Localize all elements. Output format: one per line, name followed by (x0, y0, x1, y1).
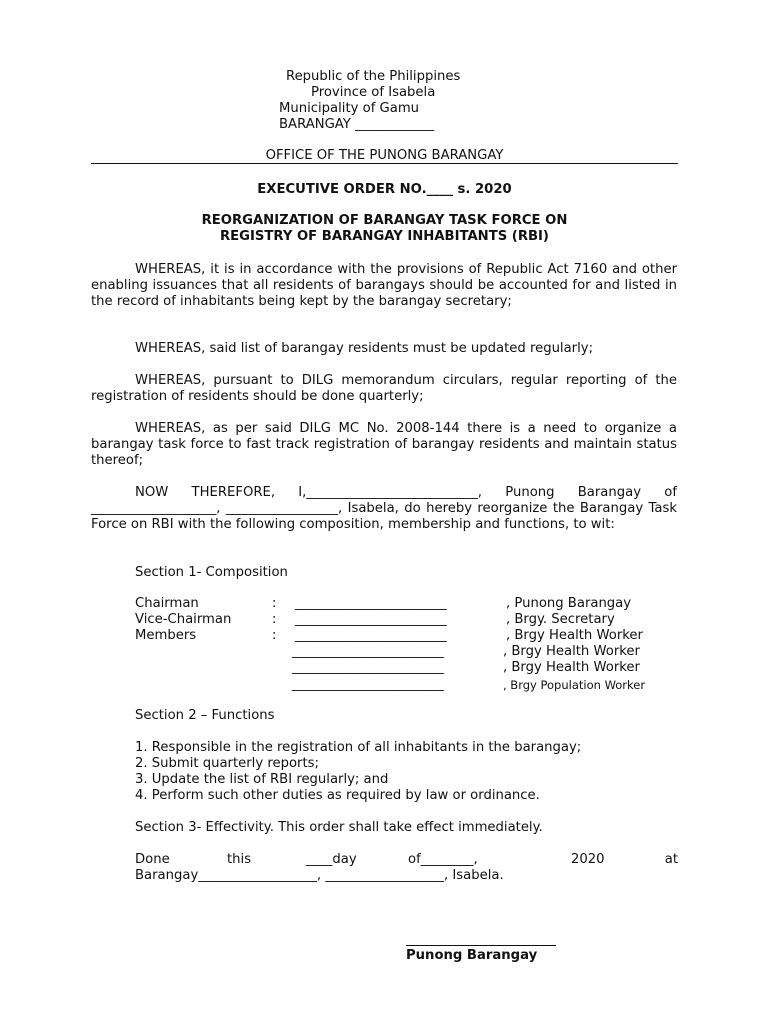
position-label: , Punong Barangay (506, 596, 632, 611)
header-barangay (279, 117, 434, 132)
position-label: , Brgy Health Worker (503, 660, 640, 675)
name-blank: _______________________ (292, 660, 444, 675)
position-label: , Brgy Population Worker (503, 678, 646, 692)
done-year: 2020 (571, 852, 605, 867)
signature-line (406, 945, 556, 946)
month-blank: of________, (408, 852, 478, 867)
done-place: Barangay__________________, __________________, Isabela. (135, 868, 504, 883)
office-title: OFFICE OF THE PUNONG BARANGAY (265, 148, 504, 163)
subject-line-1: REORGANIZATION OF BARANGAY TASK FORCE ON (201, 213, 568, 228)
section1-title: Section 1- Composition (135, 565, 288, 580)
name-blank: _______________________ (292, 644, 444, 659)
executive-order-title: EXECUTIVE ORDER NO.____ s. 2020 (257, 182, 512, 197)
header-province: Province of Isabela (311, 85, 436, 100)
colon: : (272, 628, 277, 643)
function-item-2: 2. Submit quarterly reports; (135, 756, 319, 771)
name-blank: _______________________ (295, 628, 447, 643)
barangay-label: BARANGAY (279, 117, 351, 132)
day-blank: ____day (306, 852, 357, 867)
function-item-4: 4. Perform such other duties as required by law or ordinance. (135, 788, 540, 803)
position-label: , Brgy Health Worker (506, 628, 643, 643)
function-item-1: 1. Responsible in the registration of all inhabitants in the barangay; (135, 740, 582, 755)
section3-effectivity: Section 3- Effectivity. This order shall take effect immediately. (135, 820, 543, 835)
name-blank: _______________________ (292, 677, 444, 692)
done-word: at (664, 852, 678, 867)
subject-line-2: REGISTRY OF BARANGAY INHABITANTS (RBI) (220, 229, 549, 244)
role-label: Chairman (135, 596, 199, 611)
header-divider (91, 163, 678, 164)
colon: : (272, 612, 277, 627)
role-label: Vice-Chairman (135, 612, 232, 627)
position-label: , Brgy Health Worker (503, 644, 640, 659)
signature-title: Punong Barangay (406, 948, 538, 963)
done-word: this (227, 852, 252, 867)
barangay-blank: ____________ (355, 117, 435, 132)
whereas-3: WHEREAS, pursuant to DILG memorandum circulars, regular reporting of the registration of residents should be done quarterly; (91, 373, 677, 405)
section2-title: Section 2 – Functions (135, 708, 275, 723)
position-label: , Brgy. Secretary (506, 612, 615, 627)
whereas-1: WHEREAS, it is in accordance with the provisions of Republic Act 7160 and other enabling issuances that all residents of barangays should be accounted for and listed in the record of inhabitants being kept by the barangay secretary; (91, 262, 677, 310)
whereas-2: WHEREAS, said list of barangay residents must be updated regularly; (135, 341, 594, 356)
function-item-3: 3. Update the list of RBI regularly; and (135, 772, 389, 787)
header-republic: Republic of the Philippines (286, 69, 461, 84)
name-blank: _______________________ (295, 596, 447, 611)
name-blank: _______________________ (295, 612, 447, 627)
done-word: Done (135, 852, 170, 867)
now-therefore: NOW THEREFORE, I,__________________________, Punong Barangay of ___________________, _________________, Isabela, do hereby reorganize the Barangay Task Force on RBI with the following composition, membership and functions, to wit: (91, 485, 677, 533)
colon: : (272, 596, 277, 611)
role-label: Members (135, 628, 197, 643)
whereas-4: WHEREAS, as per said DILG MC No. 2008-144 there is a need to organize a barangay task force to fast track registration of barangay residents and maintain status thereof; (91, 421, 677, 469)
header-municipality: Municipality of Gamu (279, 101, 420, 116)
